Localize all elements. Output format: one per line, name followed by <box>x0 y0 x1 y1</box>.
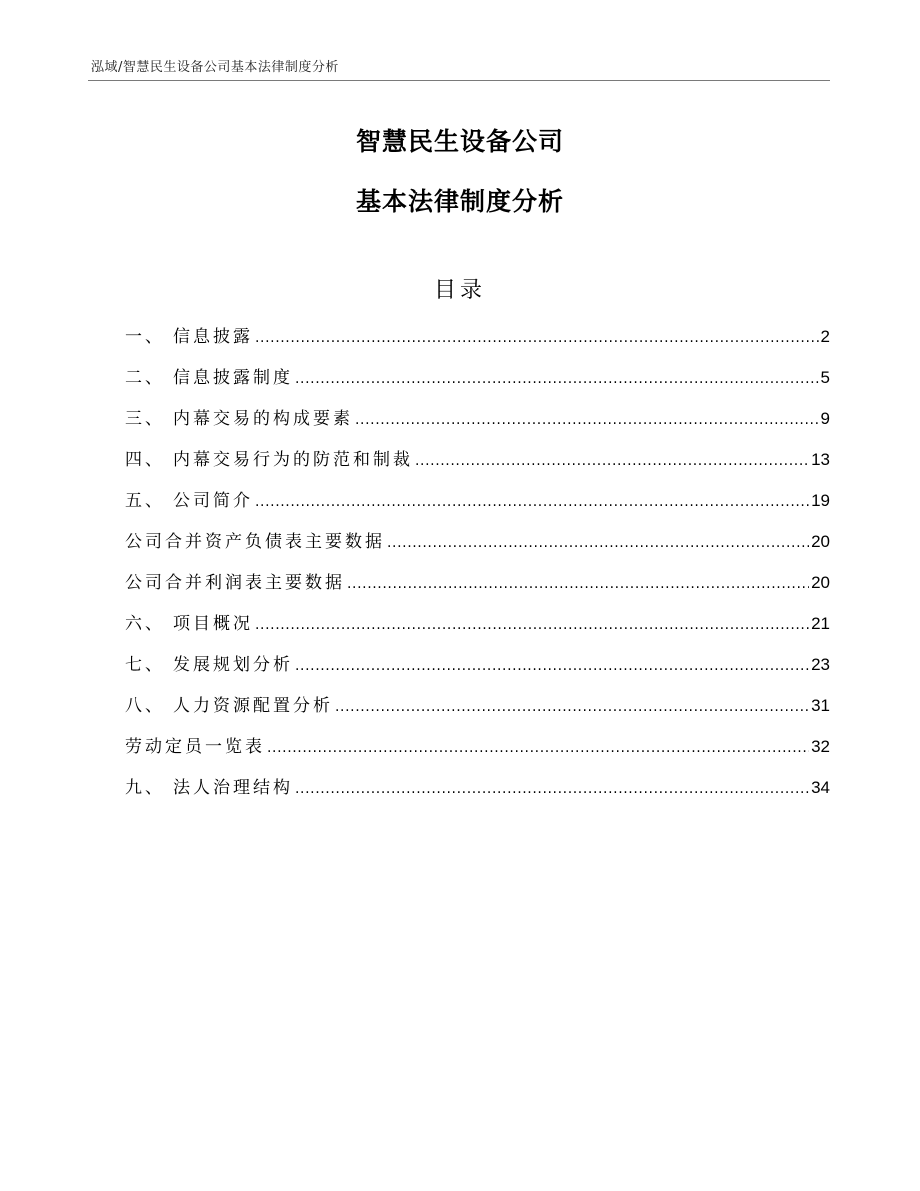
toc-dot-leader <box>255 610 809 640</box>
table-of-contents <box>125 322 830 814</box>
toc-item-title: 公司简介 <box>173 491 253 511</box>
toc-item-title: 人力资源配置分析 <box>173 696 333 716</box>
toc-item-page: 31 <box>811 696 830 715</box>
toc-item-number: 六、 <box>125 614 165 634</box>
toc-heading: 目录 <box>433 278 486 303</box>
toc-item-page: 21 <box>811 614 830 633</box>
toc-item-title: 公司合并资产负债表主要数据 <box>125 532 385 552</box>
header-divider <box>88 80 830 81</box>
toc-item-title: 内幕交易行为的防范和制裁 <box>173 450 413 470</box>
toc-item-page: 2 <box>820 327 830 346</box>
toc-item-2[interactable] <box>125 363 830 404</box>
toc-item-4[interactable] <box>125 445 830 486</box>
toc-item-title: 发展规划分析 <box>173 655 293 675</box>
toc-item-number: 八、 <box>125 696 165 716</box>
document-title-line-1: 智慧民生设备公司 <box>355 127 564 156</box>
toc-item-title: 劳动定员一览表 <box>125 737 265 757</box>
toc-item-number: 三、 <box>125 409 165 429</box>
toc-item-5[interactable] <box>125 486 830 527</box>
toc-item-number: 九、 <box>125 778 165 798</box>
toc-item-title: 内幕交易的构成要素 <box>173 409 353 429</box>
toc-item-12[interactable] <box>125 773 830 814</box>
toc-item-number: 二、 <box>125 368 165 388</box>
toc-dot-leader <box>387 528 809 558</box>
toc-item-page: 5 <box>820 368 830 387</box>
toc-item-10[interactable] <box>125 691 830 732</box>
toc-dot-leader <box>335 692 809 722</box>
toc-item-page: 19 <box>811 491 830 510</box>
toc-dot-leader <box>255 487 809 517</box>
toc-item-1[interactable] <box>125 322 830 363</box>
toc-item-title: 公司合并利润表主要数据 <box>125 573 345 593</box>
toc-dot-leader <box>355 405 819 435</box>
toc-item-11[interactable] <box>125 732 830 773</box>
toc-dot-leader <box>267 733 809 763</box>
toc-item-title: 信息披露制度 <box>173 368 293 388</box>
toc-item-6[interactable] <box>125 527 830 568</box>
toc-item-number: 一、 <box>125 327 165 347</box>
toc-item-title: 项目概况 <box>173 614 253 634</box>
toc-dot-leader <box>295 364 819 394</box>
toc-item-page: 20 <box>811 532 830 551</box>
toc-item-9[interactable] <box>125 650 830 691</box>
toc-item-8[interactable] <box>125 609 830 650</box>
toc-dot-leader <box>255 323 819 353</box>
document-title-line-2: 基本法律制度分析 <box>355 187 564 216</box>
toc-item-7[interactable] <box>125 568 830 609</box>
toc-dot-leader <box>295 651 809 681</box>
running-header: 泓域/智慧民生设备公司基本法律制度分析 <box>91 60 339 75</box>
toc-item-page: 9 <box>820 409 830 428</box>
toc-item-number: 四、 <box>125 450 165 470</box>
toc-item-page: 20 <box>811 573 830 592</box>
toc-item-3[interactable] <box>125 404 830 445</box>
toc-dot-leader <box>295 774 809 804</box>
toc-item-page: 13 <box>811 450 830 469</box>
toc-dot-leader <box>415 446 809 476</box>
toc-item-page: 32 <box>811 737 830 756</box>
toc-item-title: 法人治理结构 <box>173 778 293 798</box>
toc-item-number: 五、 <box>125 491 165 511</box>
toc-item-page: 23 <box>811 655 830 674</box>
toc-item-page: 34 <box>811 778 830 797</box>
toc-item-title: 信息披露 <box>173 327 253 347</box>
toc-dot-leader <box>347 569 809 599</box>
toc-item-number: 七、 <box>125 655 165 675</box>
